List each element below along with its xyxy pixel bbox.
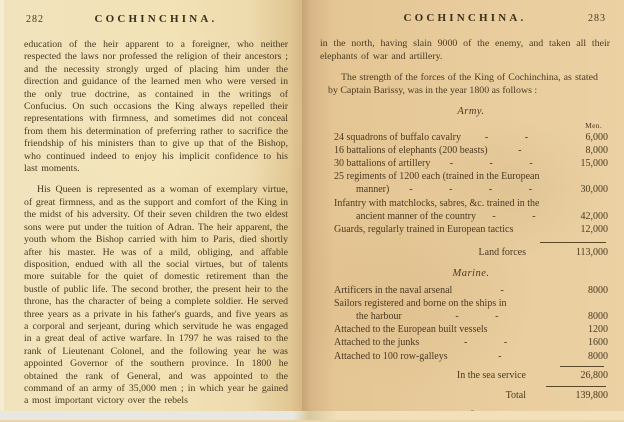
row-label: Attached to 100 row-galleys (334, 350, 448, 362)
total-label: Total (505, 390, 526, 402)
land-forces-rule (540, 242, 606, 243)
table-row (334, 197, 608, 223)
row-label: manner) (356, 184, 390, 196)
table-row (334, 323, 608, 336)
table-row (334, 297, 608, 323)
table-row (334, 350, 608, 363)
sea-service-rule (560, 366, 604, 367)
sea-service-row (334, 369, 608, 382)
table-row (334, 144, 608, 157)
row-value: 42,000 (580, 210, 608, 222)
right-page-header (320, 12, 610, 28)
table-row (334, 223, 608, 236)
row-value: 8,000 (585, 144, 608, 156)
table-row (334, 284, 608, 297)
left-page-header (24, 13, 288, 29)
row-dashes: - (518, 144, 522, 156)
total-value: 139,800 (575, 390, 608, 402)
marine-heading: Marine. (452, 268, 490, 280)
row-value: 8000 (588, 311, 608, 323)
left-running-title: COCHINCHINA. (94, 13, 218, 25)
right-page (302, 0, 624, 420)
row-dashes: - - - - (409, 184, 533, 196)
left-page-body (24, 39, 288, 408)
right-page-number: 283 (588, 13, 606, 24)
table-row (334, 131, 608, 144)
row-value: 8000 (588, 284, 608, 296)
row-label: 30 battalions of artillery (334, 157, 431, 169)
paragraph-queen: His Queen is represented as a woman of exemplary virtue, of great firmness, and as the support and comfort of the King in the midst of his adversity. Of their seven children the two eldest sons were put under the tuition of Adran. The heir apparent, the youth whom the Bishop carried with him to Paris, died shortly after his master. He was of a mild, obliging, and affable disposition, endued with all the social virtues, but of talents more suitable for the quiet of domestic retirement than the bustle of public life. The second brother, the present heir to the throne, has the character of being a complete soldier. He served three years as a private in his father's guards, and five years as a corporal and serjeant, during which servitude he was engaged in a great deal of active warfare. In 1797 he was raised to the rank of Lieutenant Colonel, and the following year he was appointed Governor of the southern province. In 1800 he obtained the rank of General, and was appointed to the command of an army of 35,000 men ; in which year he gained a most important victory over the rebels (24, 184, 288, 407)
left-page (0, 0, 302, 420)
subtotal-label: Land forces (478, 247, 526, 259)
subtotal-label: In the sea service (456, 369, 526, 381)
table-row (334, 157, 608, 170)
row-dashes: - (500, 284, 504, 296)
row-label: Guards, regularly trained in European tactics (334, 224, 514, 235)
table-row (334, 170, 608, 196)
left-page-edge (0, 0, 4, 420)
land-forces-row (334, 246, 608, 259)
row-label-line1: Infantry with matchlocks, sabres, &c. trained in the (334, 197, 540, 209)
row-label-line1: 25 regiments of 1200 each (trained in the European (334, 171, 540, 183)
row-label: ancient manner of the country (356, 210, 476, 222)
forces-tables (334, 105, 608, 422)
row-label: Artificers in the naval arsenal (334, 284, 453, 296)
subtotal-value: 26,800 (580, 369, 608, 381)
left-page-number: 282 (26, 14, 44, 25)
row-dashes: - - (464, 337, 508, 349)
paragraph-education: education of the heir apparent to a foreigner, who neither respected the laws nor professed the religion of their ancestors ; and the necessity strongly urged of placing him under the direction and guidance of the learned men who were versed in the only true doctrine, as contained in the writings of Confucius. On such occasions the King always repelled their representations with firmness, and sometimes did not conceal from them his determination of preferring rather to sacrifice the friendship of his ministers than to give up that of the Bishop, who continued indeed to enjoy his implicit confidence to his last moments. (24, 39, 288, 175)
row-label: the harbour (356, 311, 402, 323)
row-label: Attached to the European built vessels (334, 324, 488, 336)
men-column-label: Men. (585, 120, 602, 130)
row-value: 6,000 (585, 131, 608, 143)
paragraph-north: in the north, having slain 9000 of the enemy, and taken all their elephants of war and artillery. (320, 38, 610, 62)
row-dashes: - - (484, 131, 529, 143)
row-value: 1600 (588, 337, 608, 349)
row-label: Attached to the junks (334, 337, 420, 349)
table-row (334, 336, 608, 349)
total-row (334, 389, 608, 402)
scan-bottom-edge (0, 411, 624, 420)
row-label: 24 squadrons of buffalo cavalry (334, 131, 462, 143)
row-dashes: - (498, 350, 502, 362)
row-value: 8000 (588, 350, 608, 362)
row-value: 30,000 (580, 184, 608, 196)
row-value: 1200 (588, 324, 608, 336)
row-dashes: - - (492, 210, 536, 222)
row-dashes: - - (455, 311, 499, 323)
row-label: 16 battalions of elephants (200 beasts) (334, 144, 488, 156)
right-running-title: COCHINCHINA. (403, 12, 527, 24)
army-heading: Army. (457, 106, 485, 118)
row-dashes: - - - (449, 157, 533, 169)
row-label-line1: Sailors registered and borne on the ships in (334, 297, 507, 309)
subtotal-value: 113,000 (575, 247, 608, 259)
total-rule (546, 386, 606, 387)
row-value: 12,000 (580, 224, 608, 235)
row-value: 15,000 (580, 157, 608, 169)
paragraph-strength: The strength of the forces of the King of Cochinchina, as stated by Captain Barissy, was in the year 1800 as follows : (328, 72, 598, 96)
